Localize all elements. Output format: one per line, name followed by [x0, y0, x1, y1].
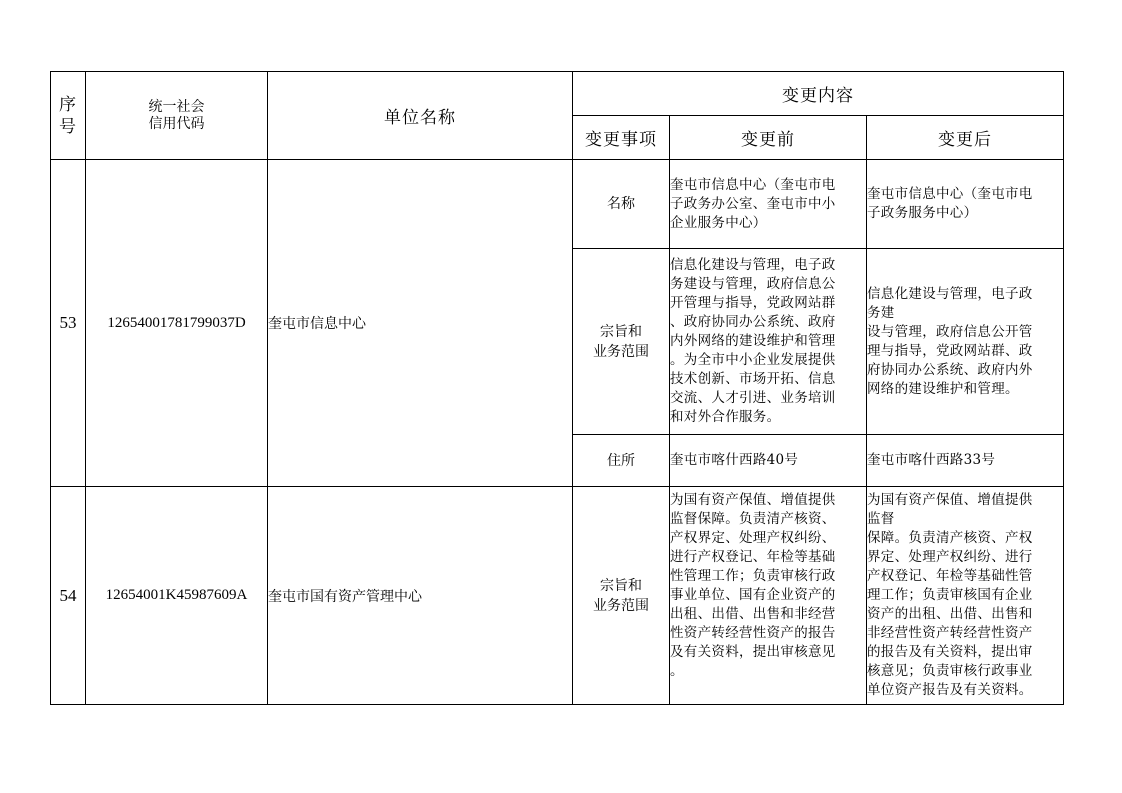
- change-after: 奎屯市喀什西路33号: [867, 435, 1064, 487]
- header-before: 变更前: [670, 116, 867, 160]
- record-credit-code: 12654001781799037D: [86, 160, 268, 487]
- header-change-item: 变更事项: [573, 116, 670, 160]
- record-seq: 53: [51, 160, 86, 487]
- header-change-content: 变更内容: [573, 72, 1064, 116]
- change-item: 宗旨和 业务范围: [573, 249, 670, 435]
- header-seq: 序 号: [51, 72, 86, 160]
- change-before: 信息化建设与管理，电子政 务建设与管理，政府信息公 开管理与指导，党政网站群 、政府协同办公系统、政府 内外网络的建设维护和管理 。为全市中小企业发展提供 技术创新、市场开拓、信息 交流、人才引进、业务培训 和对外合作服务。: [670, 249, 867, 435]
- change-registry-table: [50, 71, 1064, 705]
- change-after: 奎屯市信息中心（奎屯市电 子政务服务中心）: [867, 160, 1064, 249]
- record-credit-code: 12654001K45987609A: [86, 487, 268, 705]
- header-unit-name: 单位名称: [268, 72, 573, 160]
- table-row: [51, 487, 1064, 705]
- change-before: 为国有资产保值、增值提供 监督保障。负责清产核资、 产权界定、处理产权纠纷、 进行产权登记、年检等基础 性管理工作；负责审核行政 事业单位、国有企业资产的 出租、出借、出售和非经营 性资产转经营性资产的报告 及有关资料，提出审核意见 。: [670, 487, 867, 705]
- header-credit-code: 统一社会 信用代码: [86, 72, 268, 160]
- change-before: 奎屯市喀什西路40号: [670, 435, 867, 487]
- change-after: 为国有资产保值、增值提供 监督 保障。负责清产核资、产权 界定、处理产权纠纷、进行 产权登记、年检等基础性管 理工作；负责审核国有企业 资产的出租、出借、出售和 非经营性资产转经营性资产 的报告及有关资料，提出审 核意见；负责审核行政事业 单位资产报告及有关资料。: [867, 487, 1064, 705]
- change-after: 信息化建设与管理，电子政 务建 设与管理，政府信息公开管 理与指导，党政网站群、政 府协同办公系统、政府内外 网络的建设维护和管理。: [867, 249, 1064, 435]
- change-before: 奎屯市信息中心（奎屯市电 子政务办公室、奎屯市中小 企业服务中心）: [670, 160, 867, 249]
- header-after: 变更后: [867, 116, 1064, 160]
- record-unit-name: 奎屯市信息中心: [268, 160, 573, 487]
- table-row: [51, 160, 1064, 249]
- change-item: 住所: [573, 435, 670, 487]
- change-item: 宗旨和 业务范围: [573, 487, 670, 705]
- header-row-1: [51, 72, 1064, 116]
- record-seq: 54: [51, 487, 86, 705]
- record-unit-name: 奎屯市国有资产管理中心: [268, 487, 573, 705]
- change-item: 名称: [573, 160, 670, 249]
